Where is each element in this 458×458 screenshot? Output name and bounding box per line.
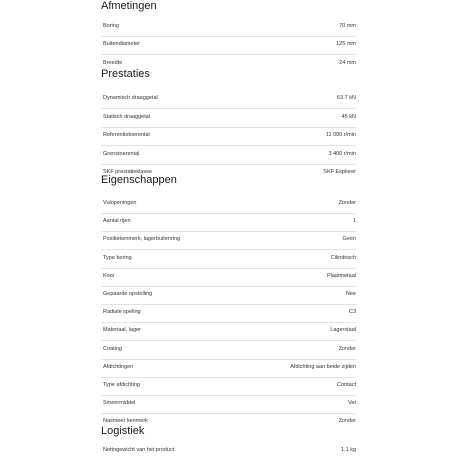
row-divider [101,231,356,232]
row-divider [101,395,356,396]
spec-label: Referentietoerental [103,132,150,138]
spec-value: 3 400 r/min [328,151,356,157]
spec-label: Type boring [103,255,132,261]
section-title-logistiek: Logistiek [101,425,145,437]
spec-label: Boring [103,23,119,29]
spec-value: Zonder [338,418,356,424]
spec-value: C3 [348,309,356,315]
spec-row [101,397,356,414]
row-divider [101,127,356,128]
spec-value: Lagerstaal [330,327,356,333]
spec-row [101,215,356,232]
spec-label: Aantal rijen [103,218,131,224]
spec-label: SKF prestatieklasse [103,169,152,175]
spec-row [101,343,356,360]
spec-label: Radiale speling [103,309,141,315]
spec-label: Breedte [103,60,123,66]
spec-value: Zonder [338,200,356,206]
spec-row [101,197,356,214]
spec-label: Coating [103,346,122,352]
spec-value: 45 kN [341,114,356,120]
spec-label: Type afdichting [103,382,140,388]
spec-row [101,111,356,128]
spec-value: Afdichting aan beide zijden [290,364,356,370]
spec-value: Zonder [338,346,356,352]
spec-label: Grenstoerental [103,151,140,157]
spec-label: Afdichtingen [103,364,134,370]
spec-row [101,233,356,250]
spec-value: Contact [337,382,356,388]
spec-value: 125 mm [336,41,356,47]
spec-row [101,324,356,341]
section-title-prestaties: Prestaties [101,68,150,80]
spec-label: Nasmeer kenmerk [103,418,148,424]
spec-value: Vet [348,400,356,406]
spec-label: Positiekenmerk, lagerbuitenring [103,236,181,242]
row-divider [101,359,356,360]
section-title-afmetingen: Afmetingen [101,0,157,12]
spec-value: Plaatmetaal [326,273,356,279]
spec-row [101,444,356,458]
spec-row [101,306,356,323]
spec-value: 70 mm [339,23,356,29]
row-divider [101,54,356,55]
row-divider [101,268,356,269]
row-divider [101,286,356,287]
spec-label: Materiaal, lager [103,327,141,333]
spec-row [101,148,356,165]
spec-value: Cilindrisch [330,255,356,261]
spec-label: Dynamisch draaggetal [103,95,158,101]
row-divider [101,413,356,414]
spec-value: 1.1 kg [341,447,356,453]
spec-label: Nettogewicht van het product [103,447,175,453]
spec-value: 1 [352,218,356,224]
spec-row [101,379,356,396]
spec-label: Gepaarde opstelling [103,291,153,297]
spec-label: Smeermiddel [103,400,136,406]
spec-value: Nee [345,291,356,297]
spec-row [101,129,356,146]
spec-row [101,20,356,37]
row-divider [101,164,356,165]
spec-value: 63.7 kN [337,95,356,101]
spec-row [101,288,356,305]
row-divider [101,377,356,378]
spec-row [101,252,356,269]
spec-value: Geen [342,236,356,242]
row-divider [101,213,356,214]
spec-label: Buitendiameter [103,41,140,47]
row-divider [101,145,356,146]
row-divider [101,340,356,341]
spec-value: SKF Explorer [323,169,356,175]
row-divider [101,108,356,109]
section-title-eigenschappen: Eigenschappen [101,174,177,186]
row-divider [101,249,356,250]
spec-label: Statisch draaggetal [103,114,151,120]
spec-row [101,270,356,287]
spec-row [101,38,356,55]
spec-row [101,361,356,378]
row-divider [101,36,356,37]
spec-value: 11 000 r/min [325,132,356,138]
spec-label: Kooi [103,273,115,279]
row-divider [101,304,356,305]
spec-label: Vulopeningen [103,200,137,206]
spec-value: 24 mm [339,60,356,66]
spec-row [101,92,356,109]
row-divider [101,322,356,323]
